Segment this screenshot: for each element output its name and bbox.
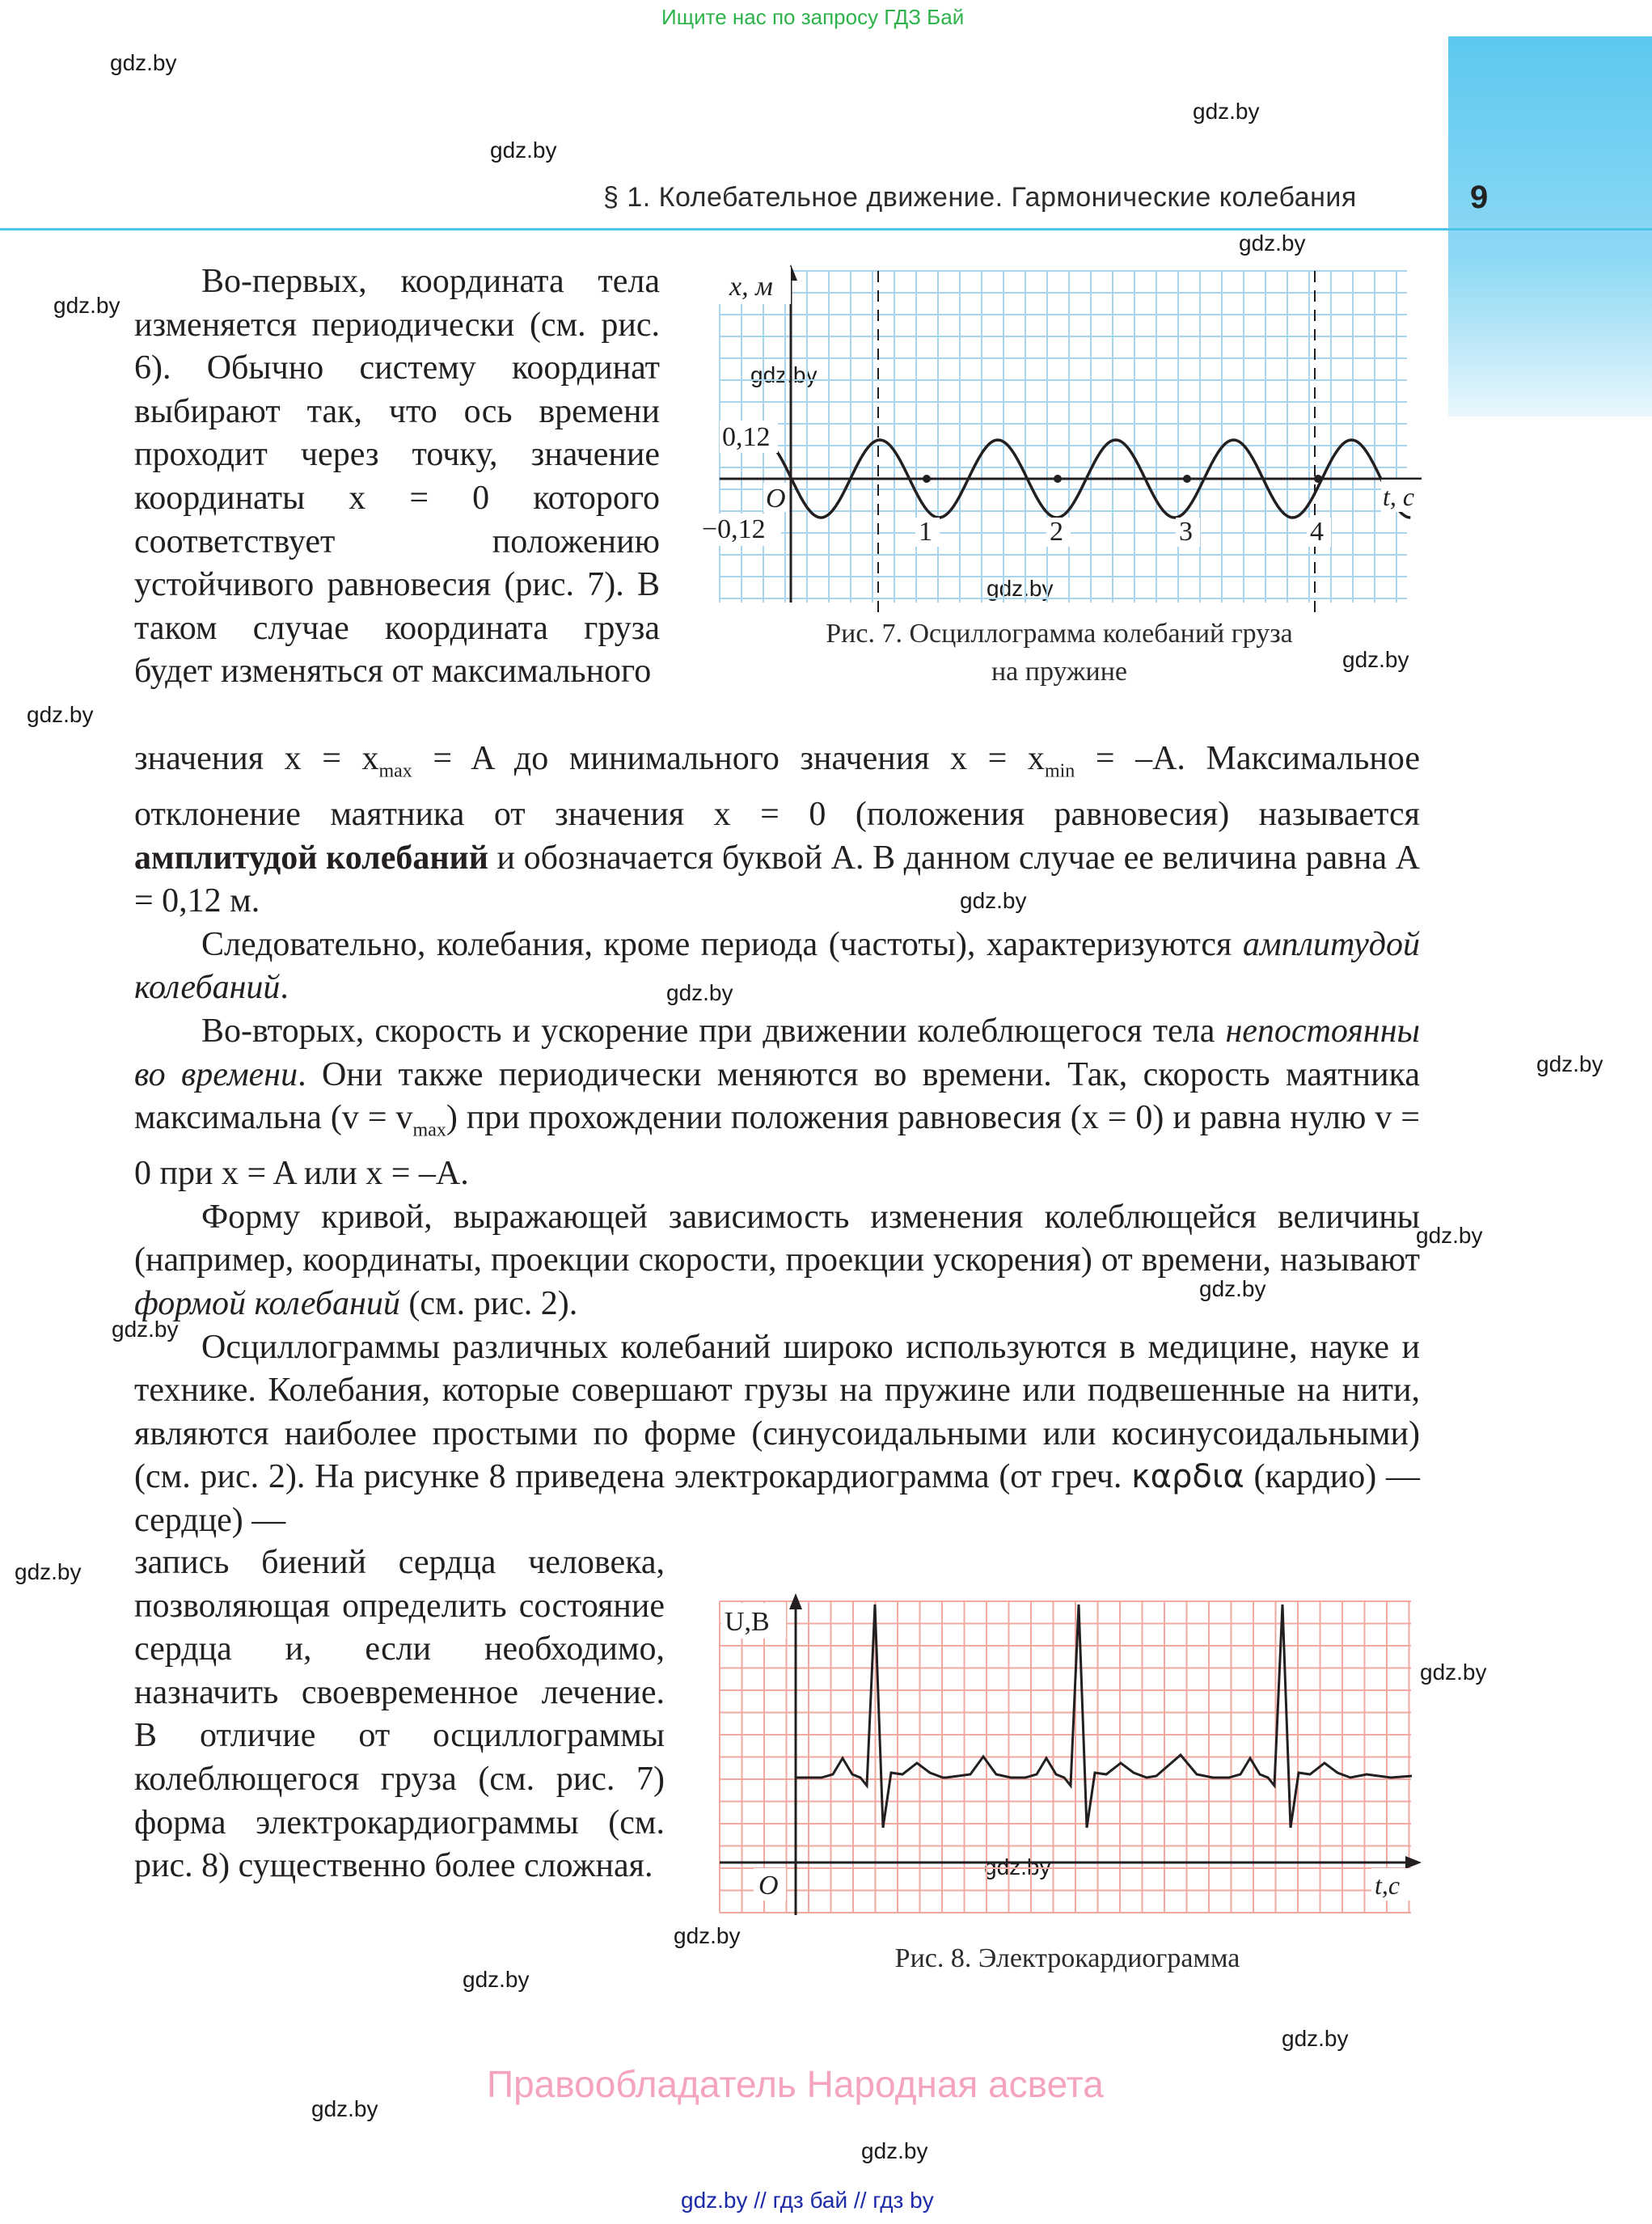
watermark: gdz.by — [674, 1923, 741, 1948]
watermark: gdz.by — [960, 888, 1027, 913]
watermark: gdz.by — [311, 2096, 378, 2121]
watermark: gdz.by — [861, 2138, 928, 2163]
watermark: gdz.by — [1199, 1276, 1266, 1301]
watermark: gdz.by — [750, 362, 818, 387]
paragraph-4: Форму кривой, выражающей зависимость изменения колеблющейся величины (например, координаты, проекции скорости, проекции ускорения) от времени, называют формой колебаний (см. рис. 2). — [134, 1198, 1420, 1322]
watermark: gdz.by — [53, 293, 120, 318]
figure-8-caption: Рис. 8. Электрокардиограмма — [894, 1943, 1240, 1973]
fig8-x-axis-label: t,с — [1375, 1871, 1401, 1900]
watermark: gdz.by — [1342, 647, 1409, 672]
fig7-point-3 — [1183, 475, 1191, 483]
paragraph-1-wrap: Во-первых, координата тела изменяется периодически (см. рис. 6). Обычно систему координат выбирают так, что ось времени проходит через точку, значение координаты x = 0 которого соответствует положению устойчивого равновесия (рис. 7). В таком случае координата груза будет изменяться от максимального — [134, 263, 660, 691]
fig7-point-1 — [923, 475, 931, 483]
paragraph-1-continued: значения $x = x_{max} = A$ до минимального значения $x = x_{min} = -A$. Максимальное отклонение маятника от значения x = 0 (положения равновесия) называется амплитудой колебаний и обозначается буквой A. В данном случае ее величина равна A = 0,12 м. — [134, 740, 1421, 920]
fig8-grid — [720, 1601, 1411, 1913]
figure-7-caption: Рис. 7. Осциллограмма колебаний груза на пружине — [826, 619, 1293, 687]
watermark: gdz.by — [1282, 2026, 1349, 2051]
fig7-origin-label: O — [766, 484, 786, 514]
fig7-x-tick-2: 2 — [1050, 517, 1063, 547]
figure-7-oscillogram — [695, 263, 1423, 615]
watermark: gdz.by — [1416, 1223, 1483, 1248]
fig7-x-tick-4: 4 — [1310, 517, 1324, 547]
watermark: gdz.by — [987, 576, 1054, 601]
fig7-x-tick-1: 1 — [919, 517, 932, 547]
fig7-y-axis-label: x, м — [729, 272, 773, 302]
fig8-x-arrow-icon — [1405, 1856, 1422, 1869]
watermark: gdz.by — [110, 50, 177, 75]
watermark: gdz.by — [1193, 99, 1260, 124]
watermark: gdz.by — [15, 1559, 82, 1584]
page-tab-decoration — [1448, 36, 1652, 416]
fig7-grid — [720, 271, 1407, 603]
paragraph-5: Осциллограммы различных колебаний широко используются в медицине, науке и технике. Колебания, которые совершают грузы на пружине или подвешенные на нити, являются наиболее простыми по форме (синусоидальными или косинусоидальными) (см. рис. 2). На рисунке 8 приведена электрокардиограмма (от греч. καρδια (кардио) — сердце) — — [134, 1328, 1420, 1539]
paragraph-5-wrap: запись биений сердца человека, позволяющая определить состояние сердца и, если необходимо, назначить своевременное лечение. В отличие от осциллограммы колеблющегося груза (см. рис. 7) форма электрокардиограммы (см. рис. 8) существенно более сложная. — [134, 1544, 665, 1885]
footer-links[interactable]: gdz.by // гдз бай // гдз by — [681, 2188, 934, 2213]
watermark: gdz.by — [666, 980, 733, 1005]
header-rule — [0, 228, 1652, 230]
figure-8-ecg — [712, 1593, 1423, 1921]
fig7-point-4 — [1314, 475, 1322, 483]
watermark: gdz.by — [984, 1854, 1051, 1879]
watermark: gdz.by — [1420, 1660, 1487, 1685]
fig8-y-axis-label: U,В — [725, 1607, 770, 1637]
main-text-block — [134, 738, 1420, 1542]
top-search-note: Ищите нас по запросу ГДЗ Бай — [661, 5, 965, 29]
watermark: gdz.by — [27, 702, 94, 727]
fig7-y-tick-neg: −0,12 — [702, 514, 766, 544]
watermark: gdz.by — [1239, 230, 1306, 256]
fig8-origin-label: O — [758, 1871, 779, 1901]
paragraph-3: Во-вторых, скорость и ускорение при движении колеблющегося тела непостоянны во времени. Они также периодически меняются во времени. Так, скорость маятника максимальна $(v = v_{max})$ при прохождении положения равновесия (x = 0) и равна нулю v = 0 при x = A или x = –A. — [134, 1012, 1420, 1193]
watermark: gdz.by — [112, 1317, 179, 1342]
fig7-x-axis-label: t, с — [1383, 482, 1415, 511]
watermark: gdz.by — [1536, 1051, 1603, 1076]
fig7-point-2 — [1054, 475, 1062, 483]
page-number: 9 — [1470, 180, 1489, 215]
paragraph-2: Следовательно, колебания, кроме периода (частоты), характеризуются амплитудой колебаний. — [134, 925, 1420, 1007]
fig7-y-tick-pos: 0,12 — [722, 422, 771, 452]
watermark: gdz.by — [463, 1967, 530, 1992]
copyright-notice: Правообладатель Народная асвета — [487, 2063, 1104, 2105]
fig7-x-tick-3: 3 — [1179, 517, 1193, 547]
section-title: § 1. Колебательное движение. Гармонические колебания — [603, 182, 1357, 213]
watermark: gdz.by — [490, 137, 557, 163]
